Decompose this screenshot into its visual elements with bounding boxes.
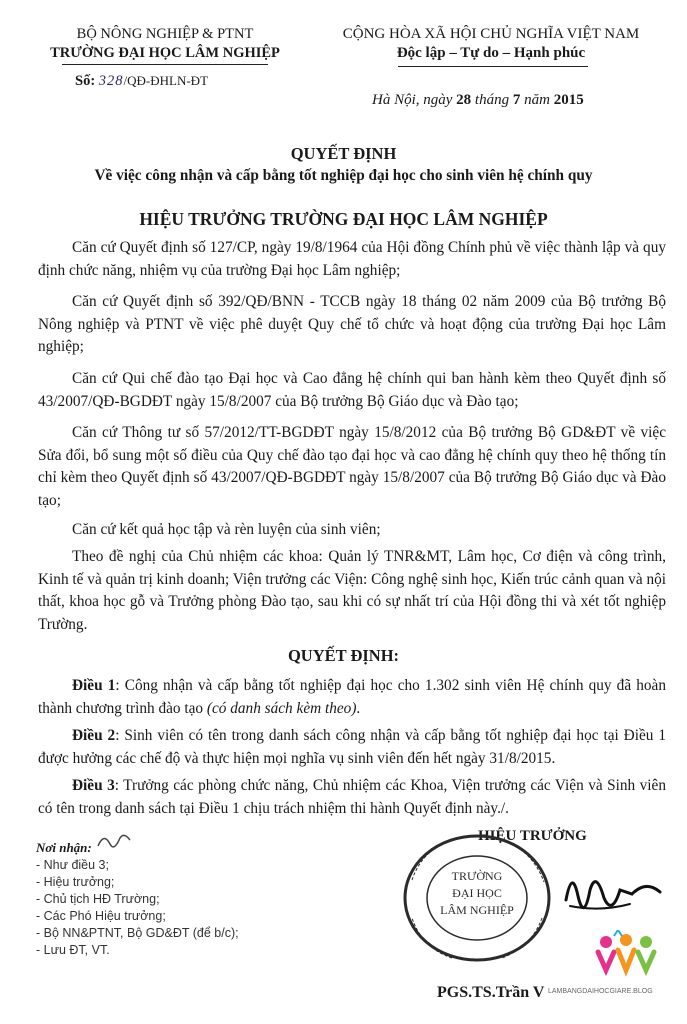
document-title: QUYẾT ĐỊNH [290,144,397,163]
basis-paragraph-5: Căn cứ kết quả học tập và rèn luyện của sinh viên; [72,521,381,538]
seal-line-1: TRƯỜNG [451,869,503,883]
decision-number [75,73,208,90]
article-1 [38,675,666,720]
date-day: 28 [456,92,472,108]
issue-date [372,92,584,109]
basis-paragraph-1: Căn cứ Quyết định số 127/CP, ngày 19/8/1964 của Hội đồng Chính phủ về việc thành lập và quy định chức năng, nhiệm vụ của trường Đại học Lâm nghiệp; [38,239,666,279]
issuing-authority: HIỆU TRƯỞNG TRƯỜNG ĐẠI HỌC LÂM NGHIỆP [139,209,548,229]
watermark-text: LAMBANGDAIHOCGIARE.BLOG [548,988,653,995]
article-2 [38,725,666,770]
article-2-label: Điều 2 [72,727,116,744]
watermark-logo [592,930,662,986]
university-name: TRƯỜNG ĐẠI HỌC LÂM NGHIỆP [50,45,280,61]
recipients-item-2: - Hiệu trưởng; [36,875,115,889]
recipients-item-3: - Chủ tịch HĐ Trường; [36,892,160,906]
basis-paragraph-2: Căn cứ Quyết định số 392/QĐ/BNN - TCCB ngày 18 tháng 02 năm 2009 của Bộ trưởng Bộ Nông nghiệp và PTNT về việc phê duyệt Quy chế tổ chức và hoạt động của trường Đại học Lâm nghiệp; [38,293,666,355]
decision-heading: QUYẾT ĐỊNH: [287,646,400,665]
article-1-note: (có danh sách kèm theo) [206,699,357,717]
country-name: CỘNG HÒA XÃ HỘI CHỦ NGHĨA VIỆT NAM [342,26,640,42]
article-3 [38,775,666,820]
number-label: Số: [75,73,96,89]
date-month: 7 [512,92,521,108]
number-handwritten: 328 [98,73,124,89]
signatory-name: PGS.TS.Trần V [437,984,545,1001]
date-year-label: năm [520,92,554,108]
signatory-title: HIỆU TRƯỞNG [478,828,587,844]
recipients-item-5: - Bộ NN&PTNT, Bộ GD&ĐT (để b/c); [36,926,239,940]
article-2-text: : Sinh viên có tên trong danh sách công nhận và cấp bằng tốt nghiệp đại học tại Điều 1 được hưởng các chế độ và thực hiện mọi nghĩa vụ sinh viên đến hết ngày 31/8/2015. [38,727,666,767]
document-subject: Về việc công nhận và cấp bằng tốt nghiệp đại học cho sinh viên hệ chính quy [94,167,593,184]
seal-line-3: LÂM NGHIỆP [440,903,514,917]
official-seal [392,820,562,970]
date-prefix: Hà Nội, ngày [372,92,457,108]
seal-line-2: ĐẠI HỌC [452,886,502,900]
recipients-item-6: - Lưu ĐT, VT. [36,943,110,957]
motto-underline [398,66,588,67]
number-suffix: /QĐ-ĐHLN-ĐT [123,73,209,88]
recipients-item-1: - Như điều 3; [36,858,109,872]
article-1-text: : Công nhận và cấp bằng tốt nghiệp đại học cho 1.302 sinh viên Hệ chính quy đã hoàn thành chương trình đào tạo [38,677,666,717]
basis-paragraph-3: Căn cứ Qui chế đào tạo Đại học và Cao đẳng hệ chính qui ban hành kèm theo Quyết định số 43/2007/QĐ-BGDĐT ngày 15/8/2007 của Bộ trưởng Bộ Giáo dục và Đào tạo; [38,370,666,410]
handwritten-signature [560,860,670,930]
article-1-label: Điều 1 [72,677,116,694]
date-month-label: tháng [471,92,513,108]
national-motto: Độc lập – Tự do – Hạnh phúc [396,45,586,61]
date-year: 2015 [553,92,584,108]
initials-mark [94,830,134,854]
article-1-end: . [356,699,361,717]
ministry-name: BỘ NÔNG NGHIỆP & PTNT [76,26,254,42]
recipients-item-4: - Các Phó Hiệu trưởng; [36,909,166,923]
basis-paragraph-6: Theo đề nghị của Chủ nhiệm các khoa: Quản lý TNR&MT, Lâm học, Cơ điện và công trình, Kinh tế và quản trị kinh doanh; Viện trưởng các Viện: Công nghệ sinh học, Kiến trúc cảnh quan và nội thất, khoa học gỗ và Trưởng phòng Đào tạo, sau khi có sự nhất trí của Hội đồng thi và xét tốt nghiệp Trường. [38,548,666,633]
basis-paragraph-4: Căn cứ Thông tư số 57/2012/TT-BGDĐT ngày 15/8/2012 của Bộ trưởng Bộ GD&ĐT về việc Sửa đổi, bổ sung một số điều của Quy chế đào tạo đại học và cao đẳng hệ chính quy theo hệ thống tín chỉ kèm theo Quyết định số 43/2007/QĐ-BGDĐT ngày 15/8/2007 của Bộ trưởng Bộ Giáo dục và Đào tạo; [38,424,666,509]
university-underline [62,64,268,65]
article-3-text: : Trưởng các phòng chức năng, Chủ nhiệm các Khoa, Viện trưởng các Viện và Sinh viên có tên trong danh sách tại Điều 1 chịu trách nhiệm thi hành Quyết định này./. [38,777,666,817]
article-3-label: Điều 3 [72,777,115,794]
recipients-heading: Nơi nhận: [36,840,92,855]
